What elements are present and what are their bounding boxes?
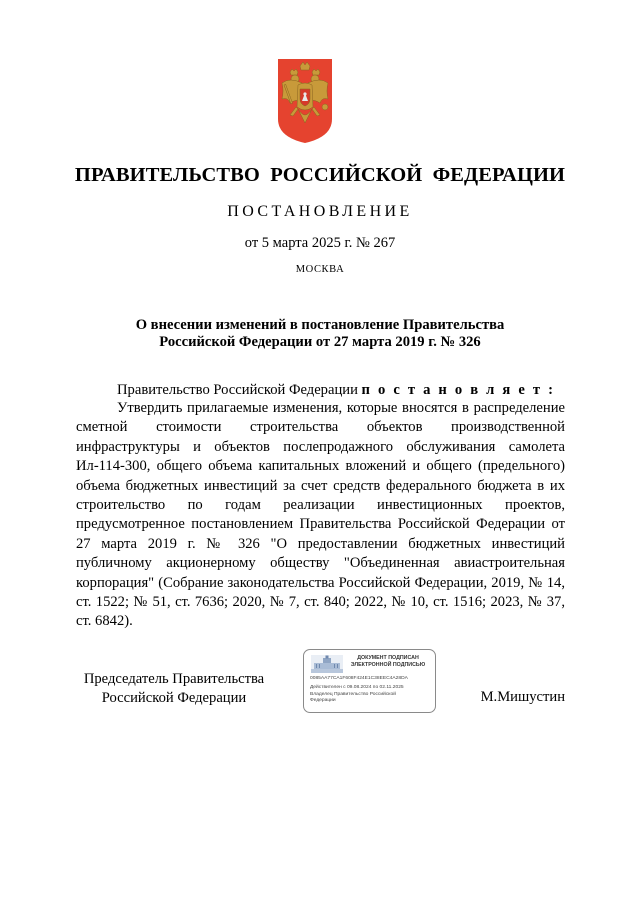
signer-name: М.Мишустин bbox=[480, 689, 565, 705]
stamp-certificate: 0085AA77CA1F608F424E1C38EEC4A28DA bbox=[310, 676, 408, 681]
stamp-owner-line-1: Владелец Правительство Российской bbox=[310, 692, 396, 697]
stamp-validity: Действителен с 09.08.2024 по 02.11.2025 bbox=[310, 685, 404, 690]
stamp-owner-line-2: Федерации bbox=[310, 698, 336, 703]
document-date-number: от 5 марта 2025 г. № 267 bbox=[244, 235, 396, 251]
decree-word: п о с т а н о в л я е т : bbox=[361, 382, 556, 398]
signer-position-line-1: Председатель Правительства bbox=[83, 671, 265, 687]
decree-intro bbox=[117, 382, 555, 399]
document-city: МОСКВА bbox=[295, 264, 345, 275]
stamp-title-line-2: ЭЛЕКТРОННОЙ ПОДПИСЬЮ bbox=[350, 662, 426, 668]
decree-intro-subject: Правительство Российской Федерации bbox=[117, 382, 362, 398]
signer-position bbox=[76, 670, 272, 708]
document-subject bbox=[90, 317, 550, 351]
decree-paragraph: Утвердить прилагаемые изменения, которые вносятся в распределение сметной стоимости строительства объектов производственной инфраструктуры и объектов послепродажного обслуживания самолета Ил-114-300, общего объема капитальных вложений и общего (предельного) объема бюджетных инвестиций за счет средств федерального бюджета в их строительство по годам реализации инвестиционных проектов, предусмотренное постановлением Правительства Российской Федерации от 27 марта 2019 г. № 326 "О предоставлении бюджетных инвестиций публичному акционерному обществу "Объединенная авиастроительная корпорация" (Собрание законодательства Российской Федерации, 2019, № 14, ст. 1522; № 51, ст. 7636; 2020, № 7, ст. 840; 2022, № 10, ст. 1516; 2023, № 37, ст. 6842). bbox=[76, 400, 565, 630]
stamp-title-line-1: ДОКУМЕНТ ПОДПИСАН bbox=[357, 655, 419, 661]
electronic-signature-stamp bbox=[303, 649, 436, 713]
document-type: ПОСТАНОВЛЕНИЕ bbox=[227, 203, 413, 220]
government-title: ПРАВИТЕЛЬСТВО РОССИЙСКОЙ ФЕДЕРАЦИИ bbox=[74, 164, 566, 186]
signer-position-line-2: Российской Федерации bbox=[101, 690, 247, 706]
subject-line-2: Российской Федерации от 27 марта 2019 г. № 326 bbox=[159, 334, 481, 350]
subject-line-1: О внесении изменений в постановление Правительства bbox=[135, 317, 505, 333]
russian-coat-of-arms-icon bbox=[276, 57, 334, 145]
government-building-icon bbox=[311, 655, 343, 673]
stamp-title bbox=[344, 655, 432, 669]
